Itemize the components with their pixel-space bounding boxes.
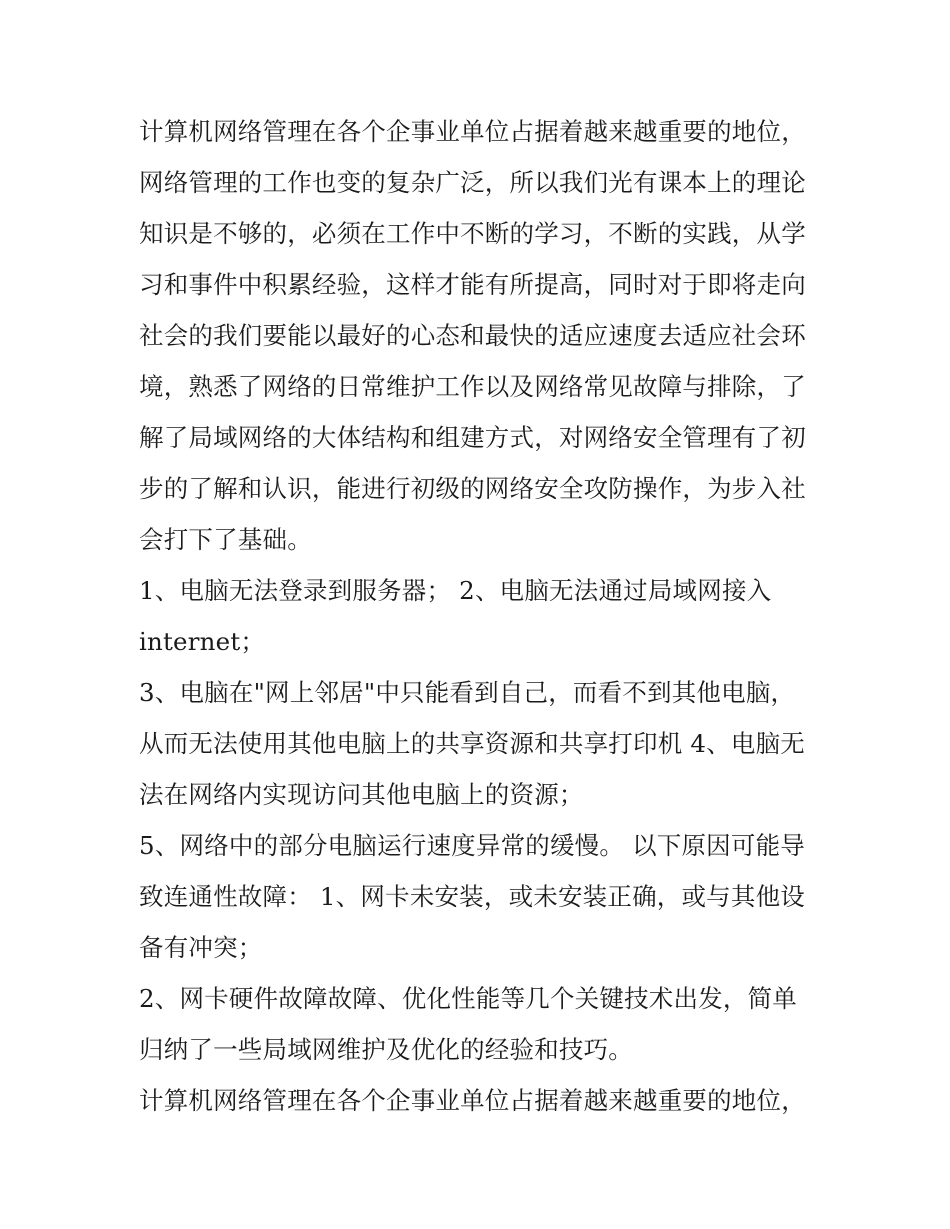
text-line: 1、电脑无法登录到服务器； 2、电脑无法通过局域网接入 (139, 576, 772, 605)
text-line: 境，熟悉了网络的日常维护工作以及网络常见故障与排除，了 (139, 372, 806, 401)
text-line: 归纳了一些局域网维护及优化的经验和技巧。 (139, 1035, 633, 1064)
text-line: 计算机网络管理在各个企事业单位占据着越来越重要的地位， (139, 1086, 806, 1115)
text-line: 知识是不够的，必须在工作中不断的学习，不断的实践，从学 (139, 219, 806, 248)
text-line: 3、电脑在"网上邻居"中只能看到自己，而看不到其他电脑， (139, 678, 796, 707)
text-line: 致连通性故障： 1、网卡未安装，或未安装正确，或与其他设 (139, 882, 805, 911)
text-line: internet； (139, 627, 266, 656)
text-line: 社会的我们要能以最好的心态和最快的适应速度去适应社会环 (139, 321, 806, 350)
text-line: 解了局域网络的大体结构和组建方式，对网络安全管理有了初 (139, 423, 806, 452)
text-line: 会打下了基础。 (139, 525, 312, 554)
text-line: 法在网络内实现访问其他电脑上的资源； (139, 780, 584, 809)
text-line: 5、网络中的部分电脑运行速度异常的缓慢。 以下原因可能导 (139, 831, 805, 860)
document-body (139, 106, 819, 1126)
text-line: 计算机网络管理在各个企事业单位占据着越来越重要的地位， (139, 117, 806, 146)
text-line: 网络管理的工作也变的复杂广泛，所以我们光有课本上的理论 (139, 168, 806, 197)
text-line: 2、网卡硬件故障故障、优化性能等几个关键技术出发，简单 (139, 984, 797, 1013)
text-line: 习和事件中积累经验，这样才能有所提高，同时对于即将走向 (139, 270, 806, 299)
text-line: 从而无法使用其他电脑上的共享资源和共享打印机 4、电脑无 (139, 729, 805, 758)
text-line: 步的了解和认识，能进行初级的网络安全攻防操作，为步入社 (139, 474, 806, 503)
text-line: 备有冲突； (139, 933, 263, 962)
